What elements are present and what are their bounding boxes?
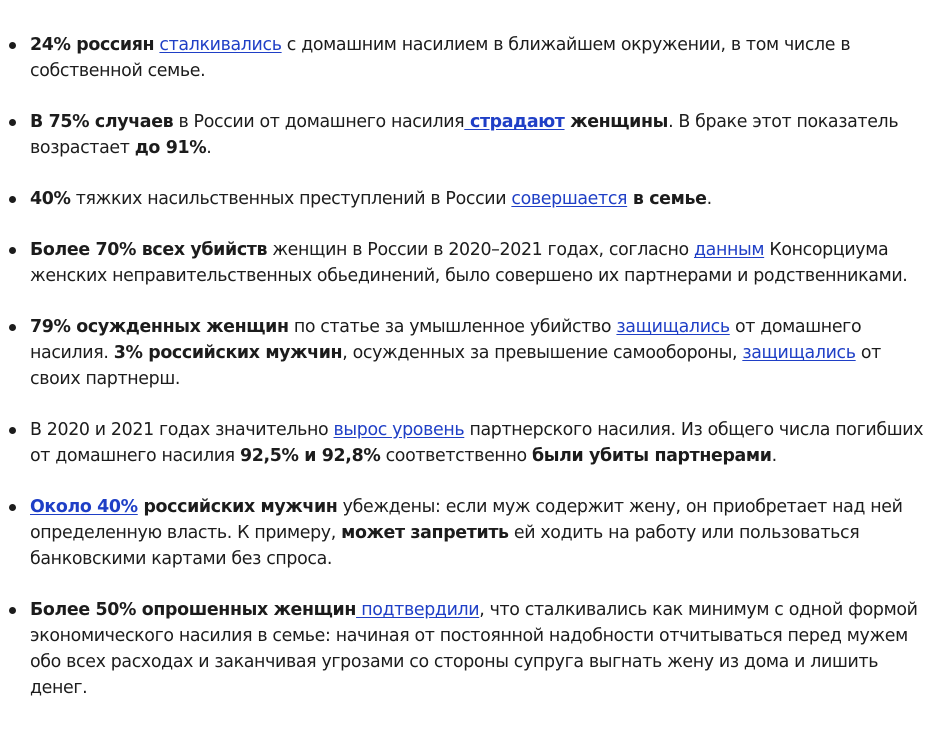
bullet-icon (9, 324, 16, 331)
body-text: по статье за умышленное убийство (288, 317, 617, 337)
body-text: Консорциума женских неправительственных обьединений, было совершено их партнерами и родственниками. (30, 240, 908, 286)
source-link[interactable]: вырос уровень (333, 420, 465, 440)
bold-text: может запретить (341, 523, 509, 543)
body-text: ей ходить на работу или пользоваться банковскими картами без спроса. (30, 523, 860, 569)
bold-text: в семье (627, 189, 707, 209)
list-item (0, 597, 936, 701)
list-item (0, 32, 936, 84)
bold-text: 3% российских мужчин (113, 343, 343, 363)
source-link[interactable]: совершается (511, 189, 628, 209)
list-item (0, 494, 936, 572)
bold-text: были убиты партнерами (531, 446, 772, 466)
body-text: В 2020 и 2021 годах значительно (30, 420, 334, 440)
body-text: женщин в России в 2020–2021 годах, согласно (267, 240, 694, 260)
bullet-icon (9, 119, 16, 126)
bullet-icon (9, 427, 16, 434)
bold-text: российских мужчин (137, 497, 338, 517)
bullet-icon (9, 196, 16, 203)
bold-text: до 91% (134, 138, 207, 158)
body-text: в России от домашнего насилия (173, 112, 465, 132)
bold-text: 79% осужденных женщин (30, 317, 289, 337)
body-text: . В браке этот показатель возрастает (30, 112, 899, 158)
list-item (0, 186, 936, 212)
bullet-icon (9, 607, 16, 614)
source-link[interactable]: сталкивались (159, 35, 282, 55)
source-link[interactable]: подтвердили (356, 600, 480, 620)
bold-text: 40% (30, 189, 71, 209)
bold-text: В 75% случаев (30, 112, 174, 132)
bullet-icon (9, 42, 16, 49)
bullet-icon (9, 247, 16, 254)
body-text: от домашнего насилия. (30, 317, 862, 363)
body-text: соответственно (380, 446, 532, 466)
list-item (0, 417, 936, 469)
body-text: партнерского насилия. Из общего числа погибших от домашнего насилия (30, 420, 924, 466)
list-item (0, 109, 936, 161)
body-text: . (706, 189, 712, 209)
source-link[interactable]: данным (693, 240, 765, 260)
body-text: с домашним насилием в ближайшем окружении, в том числе в собственной семье. (30, 35, 851, 81)
bold-text: женщины (564, 112, 669, 132)
bold-text: Более 50% опрошенных женщин (30, 600, 357, 620)
bold-text: Более 70% всех убийств (30, 240, 268, 260)
body-text: убеждены: если муж содержит жену, он приобретает над ней определенную власть. К примеру, (30, 497, 903, 543)
list-item (0, 237, 936, 289)
bold-text: 92,5% и 92,8% (239, 446, 381, 466)
source-link[interactable]: защищались (742, 343, 856, 363)
body-text: , осужденных за превышение самообороны, (342, 343, 743, 363)
body-text: . (206, 138, 212, 158)
source-link[interactable]: Около 40% (30, 497, 138, 517)
source-link[interactable]: защищались (616, 317, 730, 337)
list-item (0, 314, 936, 392)
body-text: , что сталкивались как минимум с одной формой экономического насилия в семье: начиная от постоянной надобности отчитываться перед мужем обо всех расходах и заканчивая угрозами со стороны супруга выгнать жену из дома и лишить денег. (30, 600, 918, 698)
body-text: от своих партнерш. (30, 343, 881, 389)
source-link[interactable]: страдают (464, 112, 565, 132)
body-text: тяжких насильственных преступлений в России (70, 189, 512, 209)
bullet-icon (9, 504, 16, 511)
body-text: . (771, 446, 777, 466)
bold-text: 24% россиян (30, 35, 155, 55)
